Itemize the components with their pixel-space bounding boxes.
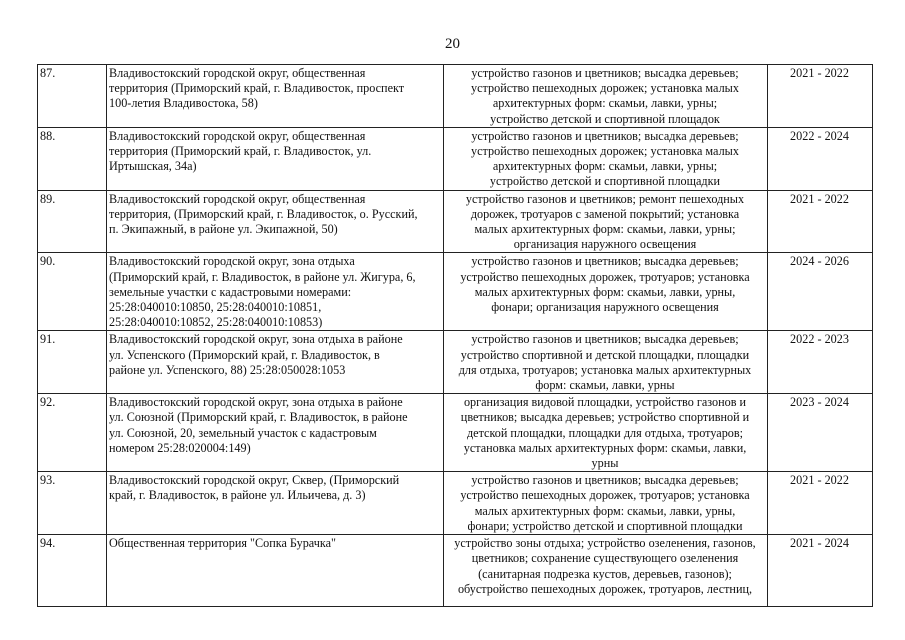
table-row [38,127,873,190]
works-line: устройство газонов и цветников; высадка деревьев; [471,332,739,347]
row-number: 90. [38,253,107,331]
works-line: устройство газонов и цветников; высадка деревьев; [471,66,739,80]
works-line: обустройство пешеходных дорожек, тротуаров, лестниц, [457,581,753,596]
works-line: организация видовой площадки, устройство газонов и [463,395,747,410]
table-row [38,253,873,331]
implementation-years: 2021 - 2022 [768,472,873,535]
works-line: устройство газонов и цветников; высадка деревьев; [471,128,739,143]
works-line: фонари; устройство детской и спортивной площадки [467,518,743,533]
address-line: Владивостокский городской округ, зона отдыха в районе [109,395,403,410]
address-line: ул. Союзной (Приморский край, г. Владивосток, в районе [109,410,408,425]
territory-address [107,253,444,331]
table-row [38,472,873,535]
works-description [444,190,768,253]
address-line: (Приморский край, г. Владивосток, в районе ул. Жигура, 6, [109,269,416,284]
works-line: для отдыха, тротуаров; установка малых архитектурных [458,362,752,377]
territory-address [107,331,444,394]
row-number: 91. [38,331,107,394]
territory-address [107,472,444,535]
works-line: форм: скамьи, лавки, урны [535,378,675,393]
territory-address [107,65,444,128]
address-line: территория, (Приморский край, г. Владивосток, о. Русский, [109,206,418,221]
address-line: Владивостокский городской округ, зона отдыха в районе [109,332,403,347]
row-number: 92. [38,394,107,472]
address-line: 100-летия Владивостока, 58) [109,96,258,111]
works-line: устройство пешеходных дорожек; установка малых [471,144,739,159]
territory-address [107,394,444,472]
address-line: п. Экипажный, в районе ул. Экипажной, 50) [109,222,338,237]
works-line: малых архитектурных форм: скамьи, лавки, урны; [474,222,736,237]
works-line: устройство газонов и цветников; ремонт пешеходных [465,191,745,206]
row-number: 87. [38,65,107,128]
works-line: малых архитектурных форм: скамьи, лавки, урны, [474,503,736,518]
implementation-years: 2022 - 2024 [768,127,873,190]
implementation-years: 2021 - 2022 [768,190,873,253]
implementation-years: 2024 - 2026 [768,253,873,331]
address-line: территория (Приморский край, г. Владивосток, проспект [109,81,405,96]
address-line: 25:28:040010:10852, 25:28:040010:10853) [109,315,323,330]
row-number: 89. [38,190,107,253]
implementation-years: 2021 - 2024 [768,535,873,607]
address-line: край, г. Владивосток, в районе ул. Ильичева, д. 3) [109,488,366,503]
works-description [444,253,768,331]
address-line: Владивостокский городской округ, общественная [109,66,366,80]
implementation-years: 2022 - 2023 [768,331,873,394]
implementation-years: 2021 - 2022 [768,65,873,128]
works-line: архитектурных форм: скамьи, лавки, урны; [492,96,718,111]
works-line: детской площадки, площадки для отдыха, тротуаров; [466,425,744,440]
works-line: устройство газонов и цветников; высадка деревьев; [471,254,739,269]
works-line: архитектурных форм: скамьи, лавки, урны; [492,159,718,174]
works-line: дорожек, тротуаров с заменой покрытий; установка [470,206,740,221]
address-line: ул. Успенского (Приморский край, г. Владивосток, в [109,347,380,362]
works-line: устройство зоны отдыха; устройство озеленения, газонов, [454,536,756,551]
works-line: цветников; сохранение существующего озеленения [471,551,739,566]
table-row [38,65,873,128]
row-number: 93. [38,472,107,535]
works-table [37,64,873,607]
address-line: земельные участки с кадастровыми номерами: [109,284,352,299]
works-line: устройство газонов и цветников; высадка деревьев; [471,473,739,488]
implementation-years: 2023 - 2024 [768,394,873,472]
works-line: устройство детской и спортивной площадки [489,174,721,189]
works-description [444,127,768,190]
row-number: 94. [38,535,107,607]
works-line: установка малых архитектурных форм: скамьи, лавки, [463,440,747,455]
works-description [444,331,768,394]
address-line: Владивостокский городской округ, зона отдыха [109,254,355,269]
works-line: устройство пешеходных дорожек; установка малых [471,81,739,96]
works-description [444,535,768,607]
table-row [38,535,873,607]
works-line: малых архитектурных форм: скамьи, лавки, урны, [474,284,736,299]
address-line: Владивостокский городской округ, общественная [109,191,366,206]
territory-address [107,127,444,190]
address-line: районе ул. Успенского, 88) 25:28:050028:1053 [109,362,346,377]
territory-address [107,190,444,253]
address-line: Общественная территория "Сопка Бурачка" [109,536,336,551]
works-line: устройство пешеходных дорожек, тротуаров; установка [460,488,750,503]
table-row [38,394,873,472]
works-description [444,65,768,128]
address-line: номером 25:28:020004:149) [109,440,251,455]
address-line: Иртышская, 34а) [109,159,197,174]
address-line: Владивостокский городской округ, Сквер, (Приморский [109,473,400,488]
works-line: фонари; организация наружного освещения [491,300,719,315]
works-line: урны [591,456,619,471]
address-line: 25:28:040010:10850, 25:28:040010:10851, [109,300,322,315]
works-description [444,394,768,472]
works-description [444,472,768,535]
page-number: 20 [445,36,460,52]
address-line: территория (Приморский край, г. Владивосток, ул. [109,144,372,159]
works-line: организация наружного освещения [513,237,697,252]
works-line: цветников; высадка деревьев; устройство спортивной и [460,410,750,425]
row-number: 88. [38,127,107,190]
address-line: Владивостокский городской округ, общественная [109,128,366,143]
table-row [38,331,873,394]
territory-address [107,535,444,607]
works-line: устройство детской и спортивной площадок [490,111,720,126]
works-line: устройство спортивной и детской площадки, площадки [460,347,750,362]
address-line: ул. Союзной, 20, земельный участок с кадастровым [109,425,377,440]
works-line: (санитарная подрезка кустов, деревьев, газонов); [478,566,732,581]
works-line: устройство пешеходных дорожек, тротуаров; установка [460,269,750,284]
table-row [38,190,873,253]
